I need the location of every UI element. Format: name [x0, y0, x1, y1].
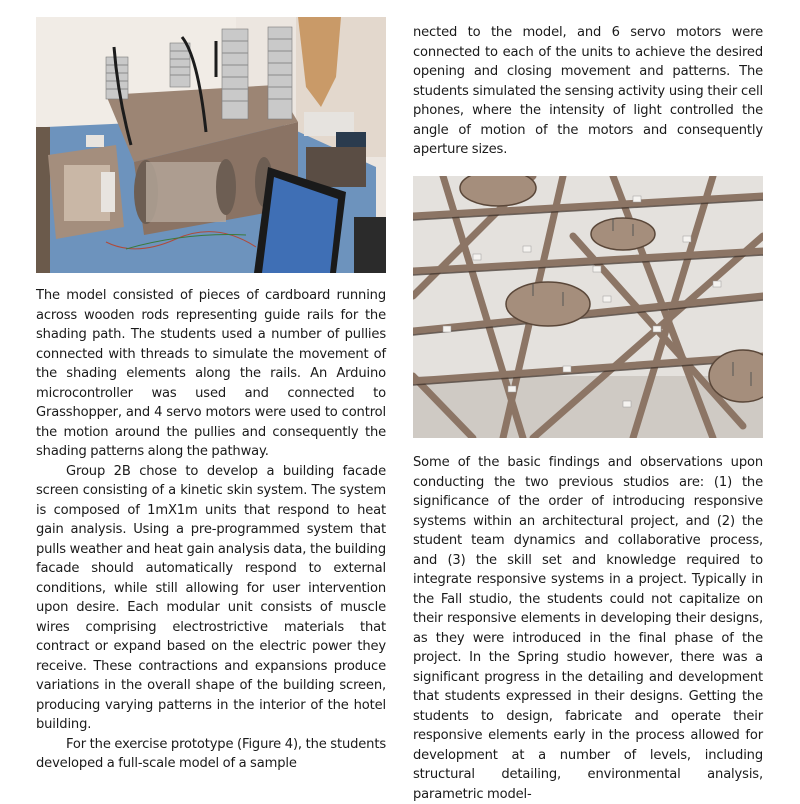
- photo-geometric-screen-icon: [413, 176, 763, 438]
- paragraph-model-description: The model consisted of pieces of cardboard running across wooden rods representing guide rails for the shading path. The students used a number of pullies connected with threads to simulate the movement of the shading elements along the rails. An Arduino microcontroller was used and connected to Grasshopper, and 4 servo motors were used to control the motion around the pullies and consequently the shading patterns along the pathway.: [36, 288, 386, 459]
- figure-photo-geometric-screen: [413, 176, 763, 438]
- paragraph-group-2b: Group 2B chose to develop a building facade screen consisting of a kinetic skin system. The system is composed of 1mX1m units that respond to heat gain analysis. Using a pre-programmed system that pulls weather and heat gain analysis data, the building facade should automatically respond to external conditions, while still allowing for user intervention upon desire. Each modular unit consists of muscle wires comprising electrostrictive materials that contract or expand based on the electric power they receive. These contractions and expansions produce variations in the overall shape of the building screen, producing varying patterns in the interior of the hotel building.: [36, 463, 386, 732]
- figure-photo-cardboard-model: [36, 17, 386, 273]
- paragraph-servo-motors: nected to the model, and 6 servo motors were connected to each of the units to achieve the desired opening and closing movement and patterns. The students simulated the sensing activity using their cell phones, where the intensity of light controlled the angle of motion of the motors and consequently aperture sizes.: [413, 25, 763, 157]
- left-column: [36, 286, 386, 774]
- photo-cardboard-model-icon: [36, 17, 386, 273]
- right-column-bottom: [413, 453, 763, 804]
- right-column-top: [413, 23, 763, 160]
- paragraph-exercise-prototype: For the exercise prototype (Figure 4), the students developed a full-scale model of a sample: [36, 736, 386, 771]
- paragraph-findings: Some of the basic findings and observations upon conducting the two previous studios are: (1) the significance of the order of introducing responsive systems within an architectural project, and (2) the student team dynamics and collaborative process, and (3) the skill set and knowledge required to integrate responsive systems in a project. Typically in the Fall studio, the students could not capitalize on their responsive elements in developing their designs, as they were introduced in the final phase of the project. In the Spring studio however, there was a significant progress in the detailing and development that students expressed in their designs. Getting the students to design, fabricate and operate their responsive elements early in the process allowed for development at a number of levels, including structural detailing, environmental analysis, parametric model-: [413, 455, 763, 802]
